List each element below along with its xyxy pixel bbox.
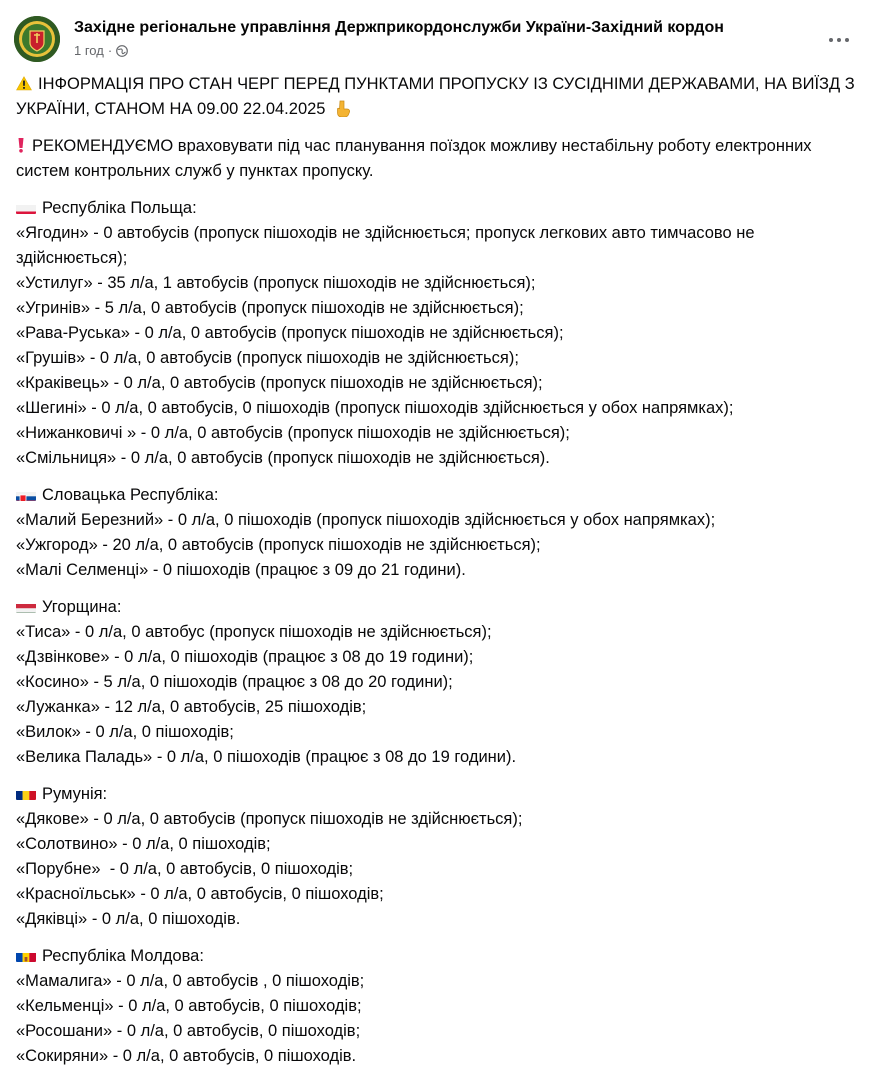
warning-icon [16,76,32,91]
romania-flag-icon [16,787,36,800]
more-dot [837,38,841,42]
recommendation [16,134,866,184]
border-guard-emblem-icon [14,16,60,62]
page-name-link[interactable]: Західне регіональне управління Держприкордонслужби України-Західний кордон [74,19,724,37]
post-title [16,72,866,122]
list-item: «Сокиряни» - 0 л/а, 0 автобусів, 0 пішоходів. [16,1044,866,1069]
list-item: «Ужгород» - 20 л/а, 0 автобусів (пропуск пішоходів не здійснюється); [16,533,866,558]
list-item: «Солотвино» - 0 л/а, 0 пішоходів; [16,832,866,857]
country-name: Республіка Польща: [42,199,197,217]
section-hungary [16,595,866,770]
section-poland [16,196,866,471]
list-item: «Мамалига» - 0 л/а, 0 автобусів , 0 пішоходів; [16,969,866,994]
country-heading [16,595,866,620]
country-name: Румунія: [42,785,107,803]
country-name: Угорщина: [42,598,121,616]
list-item: «Красноїльськ» - 0 л/а, 0 автобусів, 0 пішоходів; [16,882,866,907]
list-item: «Косино» - 5 л/а, 0 пішоходів (працює з 08 до 20 години); [16,670,866,695]
list-item: «Ягодин» - 0 автобусів (пропуск пішоходів не здійснюється; пропуск легкових авто тимчасово не здійснюється); [16,221,866,271]
more-dots-icon [829,38,833,42]
post-body [16,72,866,1081]
country-name: Словацька Республіка: [42,486,218,504]
list-item: «Порубне» - 0 л/а, 0 автобусів, 0 пішоходів; [16,857,866,882]
list-item: «Шегині» - 0 л/а, 0 автобусів, 0 пішоходів (пропуск пішоходів здійснюється у обох напрямках); [16,396,866,421]
list-item: «Краківець» - 0 л/а, 0 автобусів (пропуск пішоходів не здійснюється); [16,371,866,396]
moldova-flag-icon [16,949,36,962]
pointing-down-icon [334,100,352,117]
list-item: «Лужанка» - 12 л/а, 0 автобусів, 25 пішоходів; [16,695,866,720]
hungary-flag-icon [16,600,36,613]
list-item: «Угринів» - 5 л/а, 0 автобусів (пропуск пішоходів не здійснюється); [16,296,866,321]
list-item: «Малий Березний» - 0 л/а, 0 пішоходів (пропуск пішоходів здійснюється у обох напрямках); [16,508,866,533]
country-heading [16,782,866,807]
list-item: «Устилуг» - 35 л/а, 1 автобусів (пропуск пішоходів не здійснюється); [16,271,866,296]
section-slovakia [16,483,866,583]
list-item: «Росошани» - 0 л/а, 0 автобусів, 0 пішоходів; [16,1019,866,1044]
poland-flag-icon [16,201,36,214]
post-meta [74,43,128,58]
list-item: «Малі Селменці» - 0 пішоходів (працює з 09 до 21 години). [16,558,866,583]
list-item: «Дяківці» - 0 л/а, 0 пішоходів. [16,907,866,932]
list-item: «Дзвінкове» - 0 л/а, 0 пішоходів (працює з 08 до 19 години); [16,645,866,670]
recommendation-text: РЕКОМЕНДУЄМО враховувати під час планування поїздок можливу нестабільну роботу електронних систем контрольних служб у пунктах пропуску. [16,137,812,180]
meta-separator: · [108,43,112,58]
list-item: «Вилок» - 0 л/а, 0 пішоходів; [16,720,866,745]
list-item: «Смільниця» - 0 л/а, 0 автобусів (пропуск пішоходів не здійснюється). [16,446,866,471]
country-heading [16,944,866,969]
section-moldova [16,944,866,1069]
section-romania [16,782,866,932]
country-heading [16,483,866,508]
slovakia-flag-icon [16,488,36,501]
list-item: «Рава-Руська» - 0 л/а, 0 автобусів (пропуск пішоходів не здійснюється); [16,321,866,346]
globe-icon[interactable] [116,45,128,57]
list-item: «Тиса» - 0 л/а, 0 автобус (пропуск пішоходів не здійснюється); [16,620,866,645]
post-time[interactable]: 1 год [74,43,104,58]
list-item: «Велика Паладь» - 0 л/а, 0 пішоходів (працює з 08 до 19 години). [16,745,866,770]
country-heading [16,196,866,221]
more-dot [845,38,849,42]
list-item: «Дякове» - 0 л/а, 0 автобусів (пропуск пішоходів не здійснюється); [16,807,866,832]
avatar[interactable] [14,16,60,62]
exclamation-icon [16,137,26,153]
list-item: «Нижанковичі » - 0 л/а, 0 автобусів (пропуск пішоходів не здійснюється); [16,421,866,446]
list-item: «Кельменці» - 0 л/а, 0 автобусів, 0 пішоходів; [16,994,866,1019]
post-title-text: ІНФОРМАЦІЯ ПРО СТАН ЧЕРГ ПЕРЕД ПУНКТАМИ ПРОПУСКУ ІЗ СУСІДНІМИ ДЕРЖАВАМИ, НА ВИЇЗД З УКРАЇНИ, СТАНОМ НА 09.00 22.04.2025 [16,75,855,118]
list-item: «Грушів» - 0 л/а, 0 автобусів (пропуск пішоходів не здійснюється); [16,346,866,371]
country-name: Республіка Молдова: [42,947,204,965]
post-header [14,14,861,66]
more-options-button[interactable] [821,26,857,54]
